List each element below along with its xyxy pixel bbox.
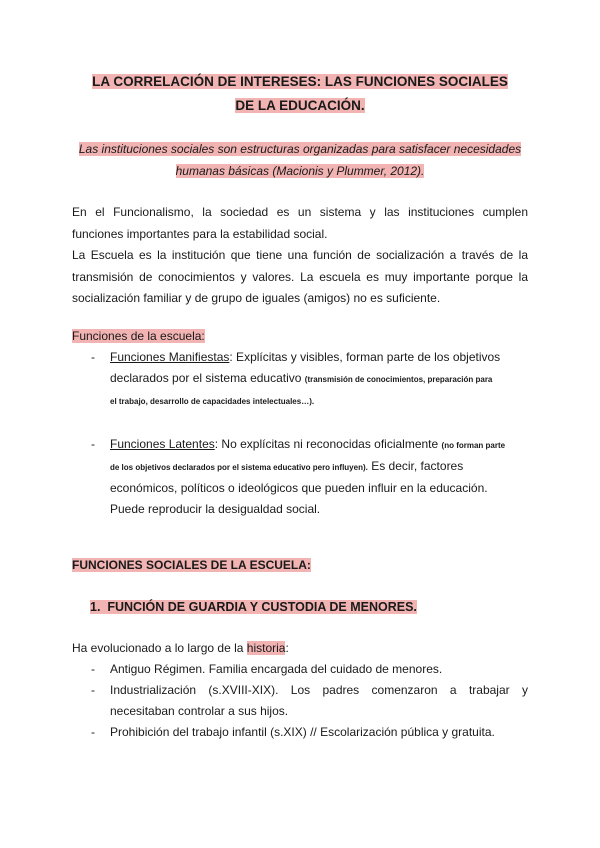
history-intro: [72, 638, 528, 660]
list-item: [72, 680, 528, 722]
definition-quote: [60, 138, 540, 182]
intro-p2-line-2: transmisión de conocimientos y valores. La escuela es muy importante porque la: [72, 269, 528, 284]
document-title: [60, 70, 540, 118]
latentes-text-1: : No explícitas ni reconocidas oficialmente: [214, 437, 442, 451]
history-highlight: historia: [246, 641, 286, 655]
latentes-text-2: Es decir, factores: [367, 459, 464, 473]
list-item: [72, 659, 528, 680]
subsection-heading: [90, 597, 417, 617]
section-heading: [72, 555, 311, 575]
bullet: -: [91, 725, 95, 739]
latentes-text-4: Puede reproducir la desigualdad social.: [110, 502, 321, 516]
title-line-1: LA CORRELACIÓN DE INTERESES: LAS FUNCIONES SOCIALES: [92, 74, 508, 89]
history-intro-colon: :: [285, 641, 289, 655]
intro-p2-line-1: La Escuela es la institución que tiene una función de socialización a través de la: [72, 248, 528, 262]
subsection-heading-text: 1. FUNCIÓN DE GUARDIA Y CUSTODIA DE MENORES.: [90, 600, 417, 614]
term-latentes: Funciones Latentes: [110, 437, 215, 451]
bullet: -: [91, 662, 95, 676]
title-line-2: DE LA EDUCACIÓN.: [235, 98, 365, 113]
manifiestas-text-2: declarados por el sistema educativo: [110, 371, 305, 385]
list-item-manifiestas: [72, 347, 528, 412]
latentes-text-3: económicos, políticos o ideológicos que pueden influir en la educación.: [110, 481, 488, 495]
intro-p2-line-3: socialización familiar y de grupo de iguales (amigos) no es suficiente.: [72, 291, 441, 305]
manifiestas-small-a: (transmisión de conocimientos, preparación para: [304, 375, 493, 384]
intro-paragraph: [72, 202, 528, 310]
manifiestas-small-b: el trabajo, desarrollo de capacidades intelectuales…).: [110, 397, 315, 406]
history-list: [72, 659, 528, 743]
functions-label-text: Funciones de la escuela:: [72, 329, 205, 343]
intro-p1-line-1: En el Funcionalismo, la sociedad es un sistema y las instituciones cumplen: [72, 205, 528, 219]
functions-label: [72, 326, 528, 348]
quote-line-1: Las instituciones sociales son estructuras organizadas para satisfacer necesidades: [78, 142, 522, 156]
intro-p1-line-2: funciones importantes para la estabilidad social.: [72, 226, 328, 241]
history-item-text-cont: necesitaban controlar a sus hijos.: [110, 704, 289, 718]
latentes-small-a: (no forman parte: [441, 441, 506, 450]
history-item-text: Prohibición del trabajo infantil (s.XIX) // Escolarización pública y gratuita.: [110, 725, 495, 739]
manifiestas-text-1: : Explícitas y visibles, forman parte de los objetivos: [229, 350, 501, 364]
history-intro-text: Ha evolucionado a lo largo de la: [72, 641, 247, 655]
bullet: -: [91, 683, 95, 697]
history-item-text: Antiguo Régimen. Familia encargada del cuidado de menores.: [110, 662, 443, 676]
bullet: -: [91, 350, 95, 364]
list-item-latentes: [72, 434, 528, 520]
history-item-text: Industrialización (s.XVIII-XIX). Los padres comenzaron a trabajar y: [110, 683, 528, 697]
functions-list: [72, 347, 528, 520]
list-item: [72, 722, 528, 743]
latentes-small-b: de los objetivos declarados por el sistema educativo pero influyen).: [110, 463, 368, 472]
bullet: -: [91, 437, 95, 451]
section-heading-text: FUNCIONES SOCIALES DE LA ESCUELA:: [72, 558, 311, 572]
quote-line-2: humanas básicas (Macionis y Plummer, 2012).: [175, 164, 425, 178]
term-manifiestas: Funciones Manifiestas: [110, 350, 230, 364]
